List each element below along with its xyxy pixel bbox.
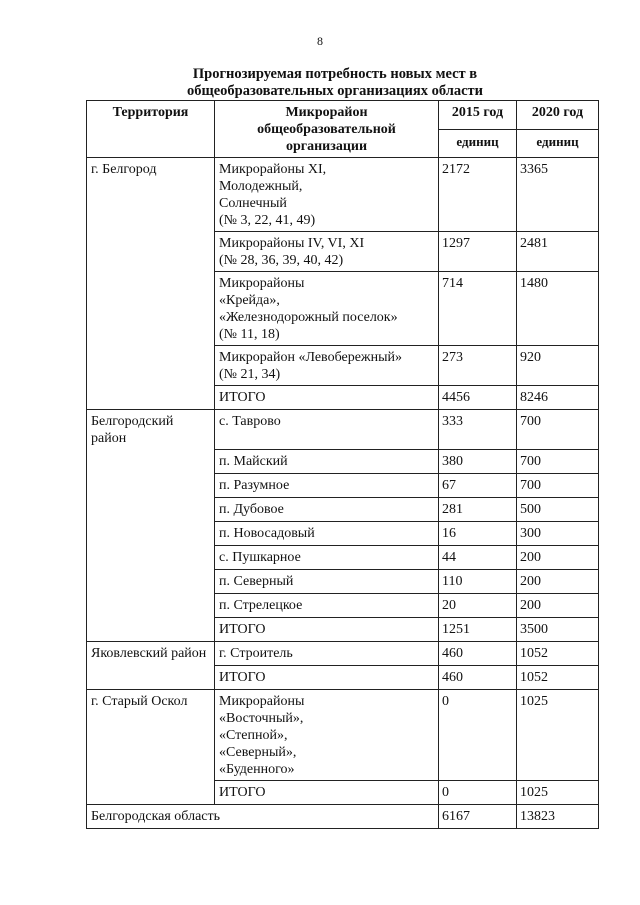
page-number: 8 xyxy=(317,34,323,48)
territory-cell xyxy=(87,545,215,569)
table-row xyxy=(87,386,599,410)
table-body xyxy=(87,158,599,829)
microdistrict-line: п. Новосадовый xyxy=(219,525,315,541)
microdistrict-line: «Степной», xyxy=(219,727,288,743)
document-title xyxy=(80,66,590,100)
table-row xyxy=(87,521,599,545)
microdistrict-line: «Восточный», xyxy=(219,710,304,726)
value-2020-cell: 1052 xyxy=(517,665,599,689)
value-2015-cell: 44 xyxy=(439,545,517,569)
value-2015-cell: 1297 xyxy=(439,232,517,272)
territory-cell xyxy=(87,449,215,473)
table-row xyxy=(87,641,599,665)
value-2015-cell: 714 xyxy=(439,272,517,346)
microdistrict-cell xyxy=(215,158,439,232)
header-territory: Территория xyxy=(87,101,215,158)
microdistrict-cell xyxy=(215,593,439,617)
microdistrict-cell xyxy=(215,545,439,569)
value-2020-cell: 920 xyxy=(517,346,599,386)
value-2015-cell: 16 xyxy=(439,521,517,545)
microdistrict-cell xyxy=(215,689,439,780)
microdistrict-cell xyxy=(215,617,439,641)
value-2015-cell: 110 xyxy=(439,569,517,593)
microdistrict-line: ИТОГО xyxy=(219,669,266,685)
microdistrict-line: «Северный», xyxy=(219,744,297,760)
microdistrict-cell xyxy=(215,665,439,689)
microdistrict-line: (№ 28, 36, 39, 40, 42) xyxy=(219,253,344,268)
value-2015-cell: 4456 xyxy=(439,386,517,410)
microdistrict-line: Солнечный xyxy=(219,196,287,211)
territory-cell: г. Старый Оскол xyxy=(87,689,215,780)
table-row xyxy=(87,449,599,473)
microdistrict-line: ИТОГО xyxy=(219,784,266,800)
value-2020-cell: 200 xyxy=(517,545,599,569)
table-row xyxy=(87,617,599,641)
value-2015-cell: 1251 xyxy=(439,617,517,641)
territory-cell xyxy=(87,473,215,497)
value-2015-cell: 380 xyxy=(439,449,517,473)
microdistrict-cell xyxy=(215,272,439,346)
value-2020-cell: 200 xyxy=(517,593,599,617)
microdistrict-line: ИТОГО xyxy=(219,621,266,637)
microdistrict-cell xyxy=(215,641,439,665)
microdistrict-line: п. Северный xyxy=(219,573,294,589)
microdistrict-line: Микрорайоны IV, VI, XI xyxy=(219,236,365,251)
microdistrict-cell xyxy=(215,410,439,450)
value-2020-cell: 700 xyxy=(517,473,599,497)
microdistrict-cell xyxy=(215,346,439,386)
microdistrict-line: «Железнодорожный поселок» xyxy=(219,310,398,325)
microdistrict-cell xyxy=(215,449,439,473)
microdistrict-line: Микрорайон «Левобережный» xyxy=(219,350,402,365)
table-row xyxy=(87,497,599,521)
microdistrict-line: п. Дубовое xyxy=(219,501,284,517)
microdistrict-line: ИТОГО xyxy=(219,390,266,405)
value-2020-cell: 700 xyxy=(517,410,599,450)
value-2015-cell: 67 xyxy=(439,473,517,497)
territory-cell xyxy=(87,665,215,689)
value-2020-cell: 1025 xyxy=(517,780,599,804)
microdistrict-cell xyxy=(215,780,439,804)
value-2020-cell: 700 xyxy=(517,449,599,473)
territory-cell xyxy=(87,497,215,521)
table-row xyxy=(87,780,599,804)
territory-cell xyxy=(87,346,215,386)
table-row xyxy=(87,689,599,780)
value-2015-cell: 2172 xyxy=(439,158,517,232)
territory-cell: г. Белгород xyxy=(87,158,215,232)
microdistrict-line: «Буденного» xyxy=(219,761,295,777)
value-2015-cell: 273 xyxy=(439,346,517,386)
header-row xyxy=(87,101,599,130)
total-label: Белгородская область xyxy=(87,804,439,828)
value-2020-cell: 3365 xyxy=(517,158,599,232)
header-2020: 2020 год xyxy=(517,101,599,130)
value-2020-cell: 200 xyxy=(517,569,599,593)
table-row xyxy=(87,473,599,497)
value-2015-cell: 0 xyxy=(439,780,517,804)
value-2020-cell: 1052 xyxy=(517,641,599,665)
territory-cell xyxy=(87,272,215,346)
header-unit-2020: единиц xyxy=(517,129,599,158)
microdistrict-line: г. Строитель xyxy=(219,645,293,661)
value-2015-cell: 0 xyxy=(439,689,517,780)
territory-cell xyxy=(87,521,215,545)
microdistrict-cell xyxy=(215,473,439,497)
table-row xyxy=(87,158,599,232)
table-row xyxy=(87,232,599,272)
total-2015: 6167 xyxy=(439,804,517,828)
microdistrict-cell xyxy=(215,386,439,410)
value-2015-cell: 333 xyxy=(439,410,517,450)
value-2015-cell: 281 xyxy=(439,497,517,521)
microdistrict-line: п. Майский xyxy=(219,453,288,469)
microdistrict-cell xyxy=(215,232,439,272)
table-row xyxy=(87,410,599,450)
territory-cell: Белгородский район xyxy=(87,410,215,450)
microdistrict-cell xyxy=(215,569,439,593)
total-row xyxy=(87,804,599,828)
territory-cell xyxy=(87,232,215,272)
title-line-2: общеобразовательных организациях области xyxy=(186,83,484,99)
title-line-1: Прогнозируемая потребность новых мест в xyxy=(192,66,478,82)
value-2020-cell: 8246 xyxy=(517,386,599,410)
table-row xyxy=(87,272,599,346)
microdistrict-line: Микрорайоны xyxy=(219,693,305,709)
microdistrict-line: п. Стрелецкое xyxy=(219,597,303,613)
territory-cell xyxy=(87,593,215,617)
microdistrict-line: Микрорайоны XI, xyxy=(219,162,327,177)
microdistrict-line: (№ 11, 18) xyxy=(219,327,280,342)
microdistrict-line: с. Пушкарное xyxy=(219,549,301,565)
value-2015-cell: 20 xyxy=(439,593,517,617)
microdistrict-line: (№ 21, 34) xyxy=(219,367,281,382)
territory-cell xyxy=(87,617,215,641)
total-2020: 13823 xyxy=(517,804,599,828)
value-2020-cell: 500 xyxy=(517,497,599,521)
value-2015-cell: 460 xyxy=(439,641,517,665)
microdistrict-line: с. Таврово xyxy=(219,414,281,429)
microdistrict-line: (№ 3, 22, 41, 49) xyxy=(219,213,316,228)
territory-cell xyxy=(87,569,215,593)
microdistrict-line: Молодежный, xyxy=(219,179,303,194)
value-2020-cell: 300 xyxy=(517,521,599,545)
value-2020-cell: 2481 xyxy=(517,232,599,272)
value-2020-cell: 1025 xyxy=(517,689,599,780)
table-row xyxy=(87,569,599,593)
value-2015-cell: 460 xyxy=(439,665,517,689)
territory-cell xyxy=(87,386,215,410)
table-row xyxy=(87,593,599,617)
table-row xyxy=(87,545,599,569)
value-2020-cell: 3500 xyxy=(517,617,599,641)
microdistrict-line: Микрорайоны xyxy=(219,276,305,291)
territory-cell xyxy=(87,780,215,804)
demand-table xyxy=(86,100,599,829)
table-row xyxy=(87,346,599,386)
table-row xyxy=(87,665,599,689)
value-2020-cell: 1480 xyxy=(517,272,599,346)
territory-cell: Яковлевский район xyxy=(87,641,215,665)
microdistrict-line: п. Разумное xyxy=(219,477,290,493)
microdistrict-cell xyxy=(215,521,439,545)
microdistrict-line: «Крейда», xyxy=(219,293,280,308)
header-unit-2015: единиц xyxy=(439,129,517,158)
header-microdistrict: Микрорайон общеобразовательной организации xyxy=(215,101,439,158)
microdistrict-cell xyxy=(215,497,439,521)
header-2015: 2015 год xyxy=(439,101,517,130)
